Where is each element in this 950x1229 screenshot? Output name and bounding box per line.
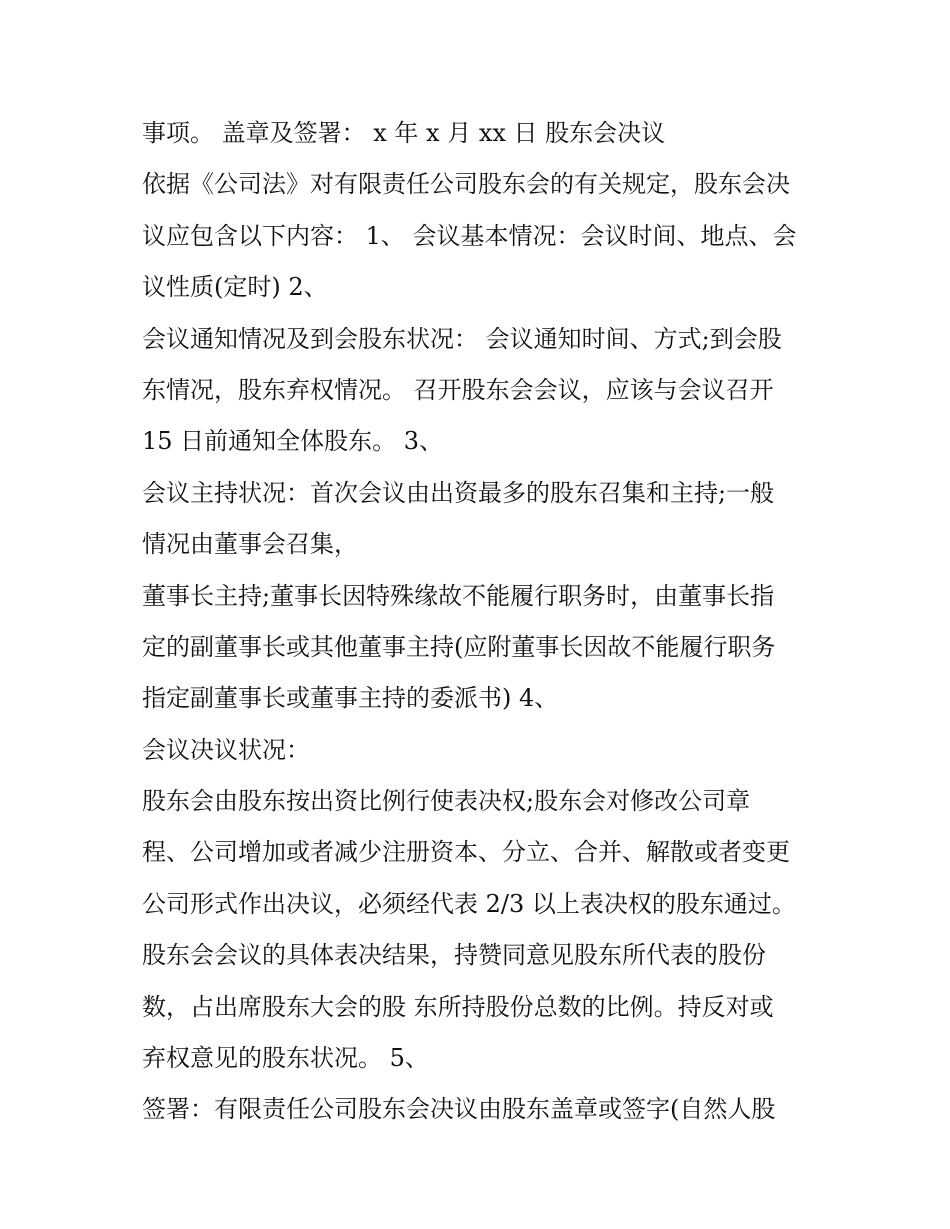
text-line: 签署：有限责任公司股东会决议由股东盖章或签字(自然人股	[142, 1095, 776, 1124]
text-line: 东情况，股东弃权情况。 召开股东会会议，应该与会议召开	[142, 375, 774, 404]
text-line: 15 日前通知全体股东。 3、	[142, 427, 444, 456]
text-line: 会议决议状况：	[142, 735, 310, 764]
text-line: 程、公司增加或者减少注册资本、分立、合并、解散或者变更	[142, 838, 790, 867]
document-body	[142, 108, 832, 1136]
text-line: 股东会会议的具体表决结果，持赞同意见股东所代表的股份	[142, 941, 766, 970]
text-line: 股东会由股东按出资比例行使表决权;股东会对修改公司章	[142, 787, 751, 816]
text-line: 会议主持状况：首次会议由出资最多的股东召集和主持;一般	[142, 478, 775, 507]
text-line: 董事长主持;董事长因特殊缘故不能履行职务时，由董事长指	[142, 581, 775, 610]
text-line: 弃权意见的股东状况。 5、	[142, 1044, 429, 1073]
text-line: 数，占出席股东大会的股 东所持股份总数的比例。持反对或	[142, 992, 774, 1021]
text-line: 议应包含以下内容： 1、 会议基本情况：会议时间、地点、会	[142, 221, 797, 250]
text-line: 定的副董事长或其他董事主持(应附董事长因故不能履行职务	[142, 632, 776, 661]
text-line: 议性质(定时) 2、	[142, 273, 328, 302]
text-line: 依据《公司法》对有限责任公司股东会的有关规定，股东会决	[142, 170, 790, 199]
text-line: 情况由董事会召集，	[142, 530, 358, 559]
text-line: 指定副董事长或董事主持的委派书) 4、	[142, 684, 559, 713]
text-line: 会议通知情况及到会股东状况： 会议通知时间、方式;到会股	[142, 324, 782, 353]
text-line: 事项。 盖章及签署： x 年 x 月 xx 日 股东会决议	[142, 119, 666, 147]
text-line: 公司形式作出决议，必须经代表 2/3 以上表决权的股东通过。	[142, 889, 796, 918]
